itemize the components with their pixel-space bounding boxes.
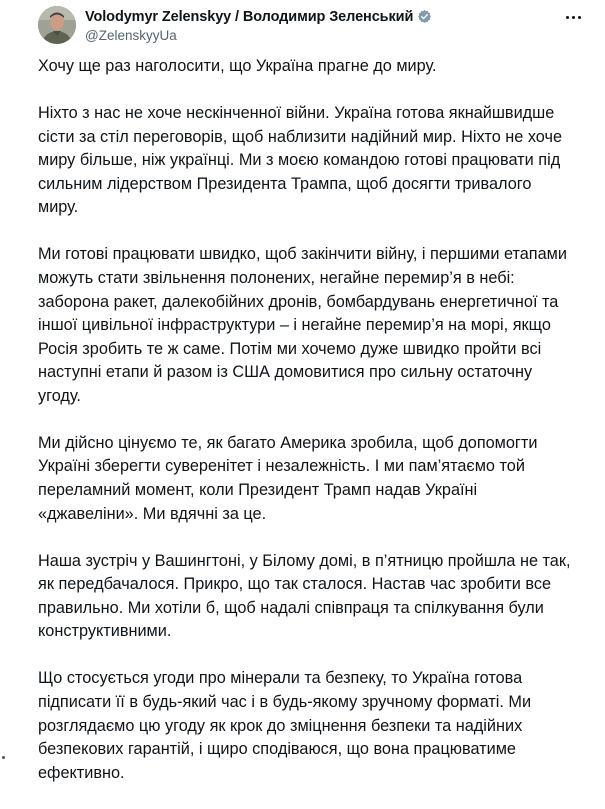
tweet-line: конструктивними. [38, 622, 172, 641]
avatar-photo [38, 6, 76, 44]
tweet-paragraph [38, 102, 583, 220]
avatar[interactable] [38, 6, 76, 44]
tweet-line: сісти за стіл переговорів, щоб наблизити надійний мир. Ніхто не хоче [38, 127, 563, 146]
tweet-line: Що стосується угоди про мінерали та безпеку, то Україна готова [38, 669, 523, 688]
tweet-line: миру більше, ніж українці. Ми з моєю командою готові працювати під [38, 151, 561, 170]
author-handle[interactable]: @ZelenskyyUa [85, 27, 177, 43]
tweet-paragraph [38, 55, 583, 79]
tweet-line: наступні етапи й разом із США домовитися про сильну остаточну [38, 363, 533, 382]
verified-badge-icon [417, 9, 432, 24]
more-options-button[interactable] [560, 10, 586, 24]
tweet-line: Наша зустріч у Вашингтоні, у Білому домі, в п’ятницю пройшла не так, [38, 551, 571, 570]
tweet-line: правильно. Ми хотіли б, щоб надалі співпраця та спілкування були [38, 598, 544, 617]
tweet-line: Україні зберегти суверенітет і незалежність. І ми пам’ятаємо той [38, 457, 525, 476]
author-display-name[interactable]: Volodymyr Zelenskyy / Володимир Зеленський [85, 8, 414, 25]
tweet-paragraph [38, 243, 583, 408]
tweet-line: ефективно. [38, 763, 125, 782]
tweet-header [38, 6, 432, 44]
more-options-icon [566, 16, 569, 19]
tweet-line: безпекових гарантій, і щиро сподіваюся, що вона працюватиме [38, 740, 516, 759]
tweet-line: сильним лідерством Президента Трампа, щоб досягти тривалого [38, 174, 532, 193]
tweet-line: іншої цивільної інфраструктури – і негайне перемир’я на морі, якщо [38, 316, 551, 335]
edge-dot [2, 756, 5, 759]
tweet-line: підписати її в будь-який час і в будь-якому зручному форматі. Ми [38, 693, 532, 712]
tweet-line: як передбачалося. Прикро, що так сталося. Настав час зробити все [38, 575, 552, 594]
tweet-line: переламний момент, коли Президент Трамп надав Україні [38, 481, 478, 500]
name-row [85, 8, 432, 26]
tweet-line: заборона ракет, далекобійних дронів, бомбардувань енергетичної та [38, 292, 559, 311]
tweet-text [38, 55, 583, 809]
tweet-paragraph [38, 432, 583, 526]
tweet-line: миру. [38, 198, 79, 217]
tweet-line: Хочу ще раз наголосити, що Україна прагне до миру. [38, 57, 437, 75]
tweet-line: Ми дійсно цінуємо те, як багато Америка зробила, щоб допомогти [38, 433, 538, 452]
tweet-line: розглядаємо цю угоду як крок до зміцнення безпеки та надійних [38, 716, 523, 735]
tweet-line: Росія зробить те ж саме. Потім ми хочемо дуже швидко пройти всі [38, 339, 542, 358]
tweet-line: «джавеліни». Ми вдячні за це. [38, 504, 267, 523]
tweet-line: Ніхто з нас не хоче нескінченної війни. Україна готова якнайшвидше [38, 103, 555, 122]
tweet-line: можуть стати звільнення полонених, негайне перемир’я в небі: [38, 268, 515, 287]
tweet-paragraph [38, 550, 583, 644]
author-block [85, 8, 432, 43]
tweet-line: угоду. [38, 386, 81, 405]
tweet-line: Ми готові працювати швидко, щоб закінчити війну, і першими етапами [38, 245, 567, 264]
